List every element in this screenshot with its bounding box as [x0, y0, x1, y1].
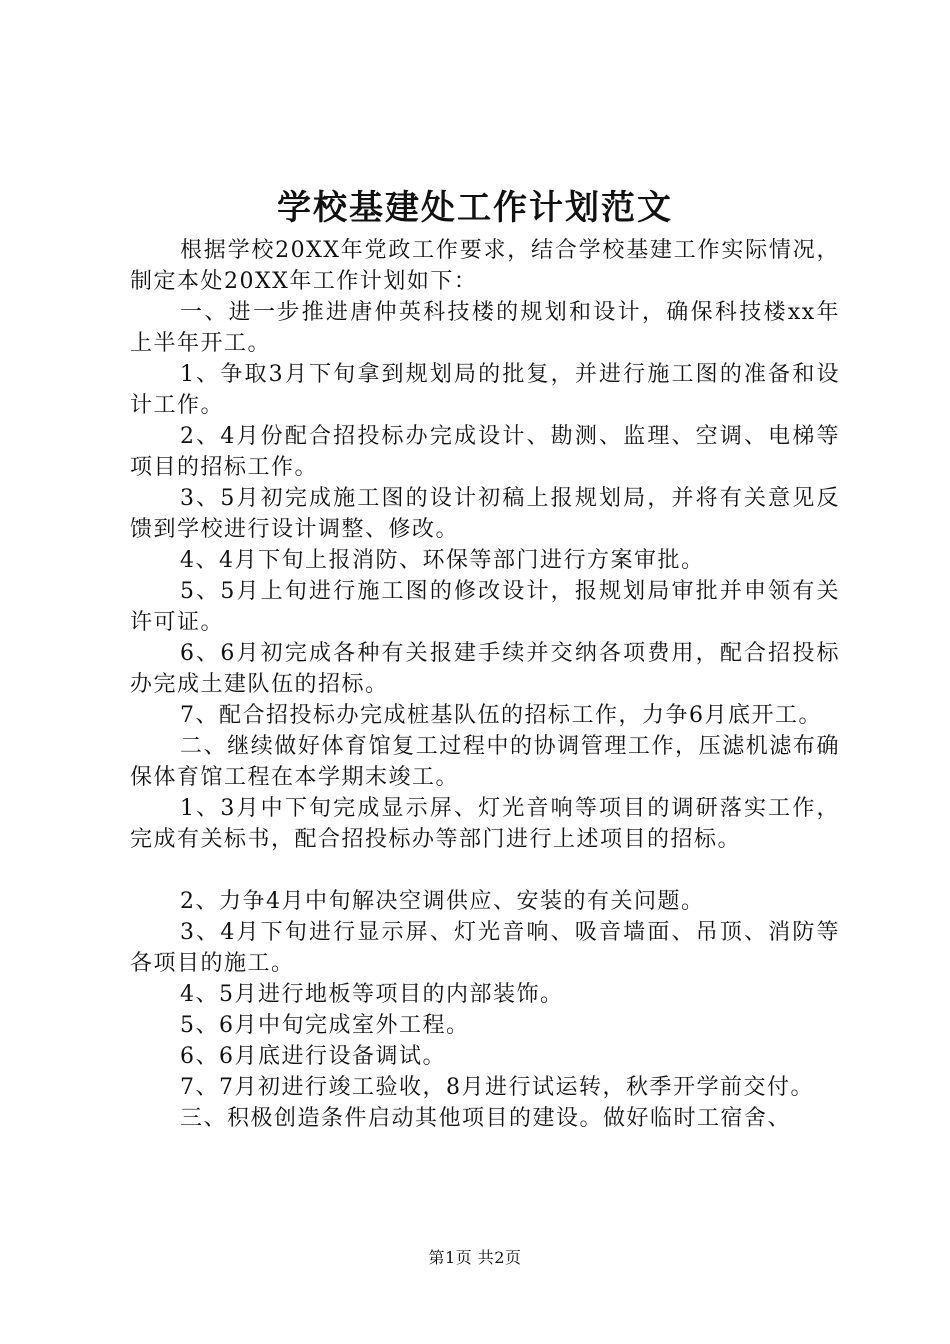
page-footer: 第1页 共2页 — [428, 1248, 522, 1267]
paragraph-item: 5、5月上旬进行施工图的修改设计，报规划局审批并申领有关许可证。 — [130, 579, 840, 635]
paragraph-item: 1、争取3月下旬拿到规划局的批复，并进行施工图的准备和设计工作。 — [130, 362, 840, 418]
paragraph-item: 6、6月初完成各种有关报建手续并交纳各项费用，配合招投标办完成土建队伍的招标。 — [130, 641, 840, 697]
paragraph-item: 7、配合招投标办完成桩基队伍的招标工作，力争6月底开工。 — [180, 703, 822, 728]
paragraph-item: 2、力争4月中旬解决空调供应、安装的有关问题。 — [180, 889, 705, 914]
paragraph-item: 6、6月底进行设备调试。 — [180, 1044, 446, 1069]
paragraph-section-1: 一、进一步推进唐仲英科技楼的规划和设计，确保科技楼xx年上半年开工。 — [130, 300, 840, 356]
paragraph-item: 4、4月下旬上报消防、环保等部门进行方案审批。 — [180, 548, 705, 573]
paragraph-item: 2、4月份配合招投标办完成设计、勘测、监理、空调、电梯等项目的招标工作。 — [130, 424, 840, 480]
paragraph-section-3: 三、积极创造条件启动其他项目的建设。做好临时工宿舍、 — [180, 1106, 792, 1131]
paragraph-item: 7、7月初进行竣工验收，8月进行试运转，秋季开学前交付。 — [180, 1075, 814, 1100]
paragraph-intro: 根据学校20XX年党政工作要求，结合学校基建工作实际情况，制定本处20XX年工作计划如下： — [130, 238, 840, 294]
paragraph-item: 3、4月下旬进行显示屏、灯光音响、吸音墙面、吊顶、消防等各项目的施工。 — [130, 920, 840, 976]
paragraph-item: 4、5月进行地板等项目的内部装饰。 — [180, 982, 564, 1007]
document-body — [130, 235, 840, 1134]
paragraph-item: 5、6月中旬完成室外工程。 — [180, 1013, 470, 1038]
paragraph-section-2: 二、继续做好体育馆复工过程中的协调管理工作，压滤机滤布确保体育馆工程在本学期末竣工。 — [130, 734, 840, 790]
paragraph-item: 3、5月初完成施工图的设计初稿上报规划局，并将有关意见反馈到学校进行设计调整、修改。 — [130, 486, 840, 542]
page-title: 学校基建处工作计划范文 — [277, 188, 673, 228]
paragraph-item: 1、3月中下旬完成显示屏、灯光音响等项目的调研落实工作，完成有关标书，配合招投标办等部门进行上述项目的招标。 — [130, 796, 840, 852]
